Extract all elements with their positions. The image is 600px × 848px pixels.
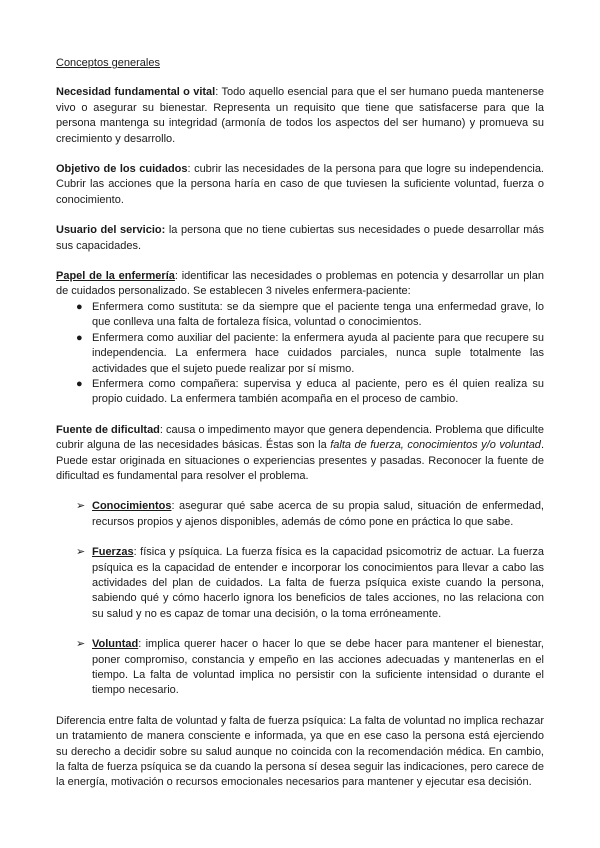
objetivo-text: : cubrir las necesidades de la persona para que logre su independencia. Cubrir las acciones que la persona haría en caso de que tuviesen la suficiente voluntad, fuerza o conocimiento. [56,163,544,206]
list-item: ➢ Voluntad: implica querer hacer o hacer lo que se debe hacer para mantener el bienestar, poner compromiso, constancia y empeño en las acciones adecuadas y mantenerlas en el tiempo. La falta de voluntad implica no persistir con la suficiente intensidad o durante el tiempo necesario. [76,638,544,697]
objetivo-paragraph [56,162,544,208]
necesidad-text: : Todo aquello esencial para que el ser humano pueda mantenerse vivo o asegurar su bienestar. Representa un requisito que tiene que satisfacerse para que la persona mantenga su integridad (armonía de todos los aspectos del ser humano) y promueva su crecimiento y desarrollo. [56,86,544,145]
fuente-term: Fuente de dificultad [56,423,160,436]
usuario-paragraph [56,223,544,254]
necesidad-paragraph [56,85,544,147]
bullet-icon: ● [76,331,83,344]
fuente-paragraph: Fuente de dificultad: causa o impedimento mayor que genera dependencia. Problema que dificulte cubrir alguna de las necesidades básicas. Éstas son la falta de fuerza, conocimientos y/o voluntad. Puede estar originada en situaciones o experiencias presentes y pasadas. Reconocer la fuente de dificultad es fundamental para resolver el problema. [56,423,544,482]
list-item: ● Enfermera como auxiliar del paciente: la enfermera ayuda al paciente para que recupere su independencia. La enfermera hace cuidados parciales, nunca suple totalmente las actividades que el sujeto puede realizar por sí mismo. [76,331,544,375]
list-item: ➢ Fuerzas: física y psíquica. La fuerza física es la capacidad psicomotriz de actuar. La fuerza psíquica es la capacidad de entender e incorporar los conocimientos para llevar a cabo las actividades del plan de cuidados. La falta de fuerza psíquica existe cuando la persona, sabiendo qué y cómo hacerlo ignora los beneficios de tales acciones, no las relaciona con su salud y no es capaz de tomar una decisión, o la toma erróneamente. [76,546,544,620]
arrow-icon: ➢ [76,638,86,651]
fuente-italic: falta de fuerza, conocimientos y/o voluntad [330,439,541,452]
dificultad-list [56,499,544,698]
papel-paragraph [56,269,544,300]
list-item: ➢ Conocimientos: asegurar qué sabe acerca de su propia salud, situación de enfermedad, recursos propios y ajenos disponibles, además de cómo pone en práctica lo que sabe. [76,500,544,528]
bullet-icon: ● [76,300,83,313]
nurse-levels-list [56,300,544,408]
objetivo-term: Objetivo de los cuidados [56,163,188,176]
bullet-icon: ● [76,377,83,390]
papel-term: Papel de la enfermería [56,270,175,283]
papel-text: : identificar las necesidades o problemas en potencia y desarrollar un plan de cuidados personalizado. Se establecen 3 niveles enfermera-paciente: [56,270,544,298]
arrow-icon: ➢ [76,546,86,559]
papel-section [56,269,544,408]
usuario-term: Usuario del servicio: [56,224,166,237]
usuario-text: la persona que no tiene cubiertas sus necesidades o puede desarrollar más sus capacidades. [56,224,544,252]
arrow-icon: ➢ [76,500,86,513]
necesidad-term: Necesidad fundamental o vital [56,86,216,99]
diferencia-paragraph: Diferencia entre falta de voluntad y falta de fuerza psíquica: La falta de voluntad no implica rechazar un tratamiento de manera consciente e informada, ya que en ese caso la persona está ejerciendo su derecho a decidir sobre su salud aunque no coincida con la recomendación médica. En cambio, la falta de fuerza psíquica se da cuando la persona sí desea seguir las indicaciones, pero carece de la energía, motivación o recursos emocionales necesarios para mantener y ejecutar esa decisión. [56,714,544,789]
list-item: ● Enfermera como compañera: supervisa y educa al paciente, pero es él quien realiza su propio cuidado. La enfermera también acompaña en el proceso de cambio. [76,377,544,406]
page-title: Conceptos generales [56,57,160,69]
list-item: ● Enfermera como sustituta: se da siempre que el paciente tenga una enfermedad grave, lo que conlleva una falta de fortaleza física, voluntad o conocimientos. [76,300,544,329]
